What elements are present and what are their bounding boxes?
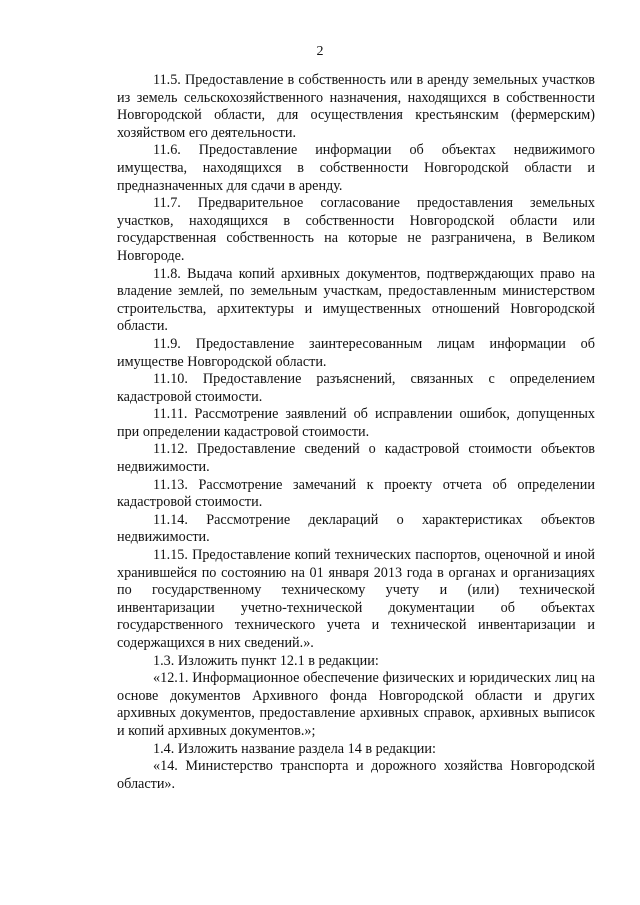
paragraph-11-12: 11.12. Предоставление сведений о кадастровой стоимости объектов недвижимости.: [117, 441, 595, 476]
page-number: 2: [316, 44, 324, 59]
paragraph-14: «14. Министерство транспорта и дорожного хозяйства Новгородской области».: [117, 758, 595, 792]
paragraph-1-3: 1.3. Изложить пункт 12.1 в редакции:: [153, 652, 379, 669]
paragraph-11-5: 11.5. Предоставление в собственность или в аренду земельных участков из земель сельскохозяйственного назначения, находящихся в собственности Новгородской области, для осуществления крестьянским (фермерским) хозяйством его деятельности.: [117, 72, 595, 141]
paragraph-11-14: 11.14. Рассмотрение деклараций о характеристиках объектов недвижимости.: [117, 511, 595, 546]
paragraph-11-15: 11.15. Предоставление копий технических паспортов, оценочной и иной хранившейся по состоянию на 01 января 2013 года в органах и организациях по государственному техническому учету и (или) технической инвентаризации учетно-технической документации об объектах государственного технического учета и технической инвентаризации и содержащихся в них сведений.».: [117, 547, 595, 651]
paragraph-11-13: 11.13. Рассмотрение замечаний к проекту отчета об определении кадастровой стоимости.: [117, 476, 595, 511]
paragraph-11-7: 11.7. Предварительное согласование предоставления земельных участков, находящихся в собственности Новгородской области или государственная собственность на которые не разграничена, в Великом Новгороде.: [117, 195, 595, 264]
paragraph-1-4: 1.4. Изложить название раздела 14 в редакции:: [153, 740, 436, 757]
paragraph-11-10: 11.10. Предоставление разъяснений, связанных с определением кадастровой стоимости.: [117, 371, 595, 405]
paragraph-11-9: 11.9. Предоставление заинтересованным лицам информации об имуществе Новгородской области.: [117, 335, 595, 370]
paragraph-11-8: 11.8. Выдача копий архивных документов, подтверждающих право на владение землей, по земельным участкам, предоставленным министерством строительства, архитектуры и имущественных отношений Новгородской области.: [117, 265, 595, 335]
paragraph-11-11: 11.11. Рассмотрение заявлений об исправлении ошибок, допущенных при определении кадастровой стоимости.: [117, 406, 595, 440]
paragraph-11-6: 11.6. Предоставление информации об объектах недвижимого имущества, находящихся в собственности Новгородской области и предназначенных для сдачи в аренду.: [117, 142, 595, 194]
document-body: [117, 72, 595, 793]
paragraph-12-1: «12.1. Информационное обеспечение физических и юридических лиц на основе документов Архивного фонда Новгородской области и других архивных документов, предоставление архивных справок, архивных выписок и копий архивных документов.»;: [117, 670, 595, 739]
